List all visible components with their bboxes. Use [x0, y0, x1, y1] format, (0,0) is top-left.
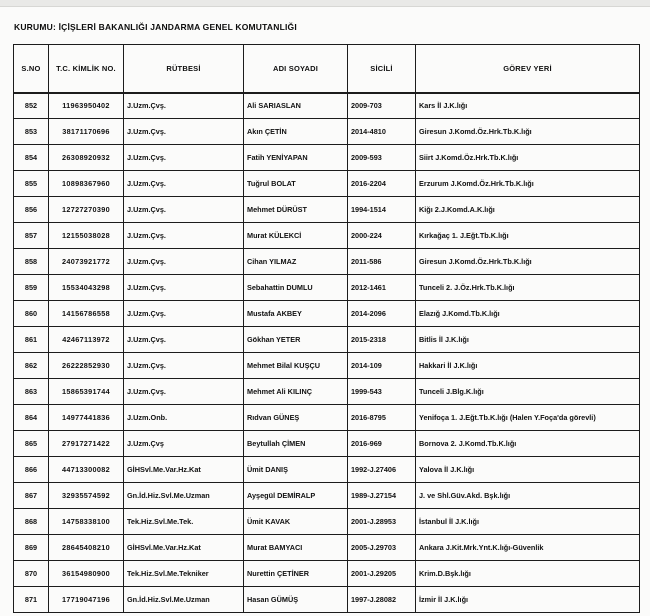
cell-gorev-yeri: Bitlis İl J.K.lığı	[416, 327, 640, 353]
cell-sno: 858	[14, 249, 49, 275]
cell-rutbesi: Gn.İd.Hiz.Svl.Me.Uzman	[124, 483, 244, 509]
cell-sicili: 2009-703	[348, 93, 416, 119]
cell-gorev-yeri: Erzurum J.Komd.Öz.Hrk.Tb.K.lığı	[416, 171, 640, 197]
cell-tc-kimlik-no: 32935574592	[49, 483, 124, 509]
cell-tc-kimlik-no: 14156786558	[49, 301, 124, 327]
cell-sno: 855	[14, 171, 49, 197]
cell-gorev-yeri: Tunceli 2. J.Öz.Hrk.Tb.K.lığı	[416, 275, 640, 301]
cell-sno: 853	[14, 119, 49, 145]
cell-sicili: 2011-586	[348, 249, 416, 275]
cell-tc-kimlik-no: 11963950402	[49, 93, 124, 119]
cell-sicili: 2012-1461	[348, 275, 416, 301]
cell-rutbesi: J.Uzm.Çvş.	[124, 301, 244, 327]
cell-adi-soyadi: Mehmet Bilal KUŞÇU	[244, 353, 348, 379]
table-row	[14, 405, 640, 431]
cell-gorev-yeri: Ankara J.Kit.Mrk.Ynt.K.lığı-Güvenlik	[416, 535, 640, 561]
cell-tc-kimlik-no: 17719047196	[49, 587, 124, 613]
cell-sno: 863	[14, 379, 49, 405]
column-header-gorev: GÖREV YERİ	[416, 45, 640, 93]
cell-sno: 856	[14, 197, 49, 223]
cell-sicili: 2015-2318	[348, 327, 416, 353]
cell-adi-soyadi: Mehmet DÜRÜST	[244, 197, 348, 223]
cell-adi-soyadi: Murat BAMYACI	[244, 535, 348, 561]
cell-rutbesi: Gn.İd.Hiz.Svl.Me.Uzman	[124, 587, 244, 613]
document-title: KURUMU: İÇİŞLERİ BAKANLIĞI JANDARMA GENEL KOMUTANLIĞI	[14, 22, 297, 32]
cell-gorev-yeri: Krim.D.Bşk.lığı	[416, 561, 640, 587]
cell-gorev-yeri: J. ve Shl.Güv.Akd. Bşk.lığı	[416, 483, 640, 509]
cell-sicili: 2016-969	[348, 431, 416, 457]
cell-sicili: 2016-8795	[348, 405, 416, 431]
cell-gorev-yeri: Siirt J.Komd.Öz.Hrk.Tb.K.lığı	[416, 145, 640, 171]
cell-sicili: 1989-J.27154	[348, 483, 416, 509]
cell-sno: 865	[14, 431, 49, 457]
table-row	[14, 275, 640, 301]
cell-tc-kimlik-no: 10898367960	[49, 171, 124, 197]
cell-sno: 860	[14, 301, 49, 327]
cell-sno: 862	[14, 353, 49, 379]
cell-rutbesi: J.Uzm.Çvş.	[124, 353, 244, 379]
cell-adi-soyadi: Murat KÜLEKCİ	[244, 223, 348, 249]
cell-tc-kimlik-no: 44713300082	[49, 457, 124, 483]
column-header-sno: S.NO	[14, 45, 49, 93]
cell-sicili: 1992-J.27406	[348, 457, 416, 483]
cell-gorev-yeri: Kiğı 2.J.Komd.A.K.lığı	[416, 197, 640, 223]
cell-sno: 866	[14, 457, 49, 483]
cell-rutbesi: J.Uzm.Çvş	[124, 431, 244, 457]
table-row	[14, 249, 640, 275]
cell-adi-soyadi: Mustafa AKBEY	[244, 301, 348, 327]
cell-sno: 868	[14, 509, 49, 535]
cell-rutbesi: J.Uzm.Çvş.	[124, 327, 244, 353]
cell-rutbesi: J.Uzm.Çvş.	[124, 145, 244, 171]
table-row	[14, 171, 640, 197]
personnel-roster-table	[13, 44, 640, 613]
cell-sno: 867	[14, 483, 49, 509]
cell-gorev-yeri: Elazığ J.Komd.Tb.K.lığı	[416, 301, 640, 327]
cell-sicili: 2005-J.29703	[348, 535, 416, 561]
cell-rutbesi: GİHSvl.Me.Var.Hz.Kat	[124, 535, 244, 561]
table-row	[14, 93, 640, 119]
column-header-rank: RÜTBESİ	[124, 45, 244, 93]
cell-gorev-yeri: Hakkari İl J.K.lığı	[416, 353, 640, 379]
cell-tc-kimlik-no: 26222852930	[49, 353, 124, 379]
cell-sno: 870	[14, 561, 49, 587]
table-row	[14, 483, 640, 509]
cell-tc-kimlik-no: 24073921772	[49, 249, 124, 275]
cell-rutbesi: J.Uzm.Çvş.	[124, 223, 244, 249]
cell-sicili: 1997-J.28082	[348, 587, 416, 613]
table-body	[14, 93, 640, 613]
table-row	[14, 561, 640, 587]
cell-sno: 854	[14, 145, 49, 171]
cell-adi-soyadi: Ümit KAVAK	[244, 509, 348, 535]
cell-sicili: 2001-J.29205	[348, 561, 416, 587]
cell-sno: 864	[14, 405, 49, 431]
cell-sicili: 1994-1514	[348, 197, 416, 223]
cell-gorev-yeri: Bornova 2. J.Komd.Tb.K.lığı	[416, 431, 640, 457]
cell-sicili: 2001-J.28953	[348, 509, 416, 535]
cell-gorev-yeri: Tunceli J.Blg.K.lığı	[416, 379, 640, 405]
cell-tc-kimlik-no: 36154980900	[49, 561, 124, 587]
cell-adi-soyadi: Fatih YENİYAPAN	[244, 145, 348, 171]
cell-sicili: 2009-593	[348, 145, 416, 171]
cell-gorev-yeri: Kırkağaç 1. J.Eğt.Tb.K.lığı	[416, 223, 640, 249]
cell-adi-soyadi: Cihan YILMAZ	[244, 249, 348, 275]
cell-tc-kimlik-no: 28645408210	[49, 535, 124, 561]
cell-adi-soyadi: Ümit DANIŞ	[244, 457, 348, 483]
cell-tc-kimlik-no: 14758338100	[49, 509, 124, 535]
cell-tc-kimlik-no: 14977441836	[49, 405, 124, 431]
cell-adi-soyadi: Hasan GÜMÜŞ	[244, 587, 348, 613]
cell-tc-kimlik-no: 12727270390	[49, 197, 124, 223]
table-row	[14, 353, 640, 379]
cell-sno: 871	[14, 587, 49, 613]
table-row	[14, 301, 640, 327]
cell-adi-soyadi: Rıdvan GÜNEŞ	[244, 405, 348, 431]
cell-sicili: 2014-109	[348, 353, 416, 379]
cell-rutbesi: Tek.Hiz.Svl.Me.Tek.	[124, 509, 244, 535]
cell-gorev-yeri: İstanbul İl J.K.lığı	[416, 509, 640, 535]
cell-adi-soyadi: Akın ÇETİN	[244, 119, 348, 145]
cell-sno: 861	[14, 327, 49, 353]
column-header-name: ADI SOYADI	[244, 45, 348, 93]
cell-sicili: 2014-4810	[348, 119, 416, 145]
table-row	[14, 431, 640, 457]
cell-adi-soyadi: Beytullah ÇİMEN	[244, 431, 348, 457]
cell-rutbesi: J.Uzm.Çvş.	[124, 197, 244, 223]
cell-tc-kimlik-no: 26308920932	[49, 145, 124, 171]
cell-rutbesi: GİHSvl.Me.Var.Hz.Kat	[124, 457, 244, 483]
cell-rutbesi: Tek.Hiz.Svl.Me.Tekniker	[124, 561, 244, 587]
table-row	[14, 535, 640, 561]
cell-tc-kimlik-no: 15865391744	[49, 379, 124, 405]
table-row	[14, 197, 640, 223]
table-row	[14, 145, 640, 171]
cell-tc-kimlik-no: 12155038028	[49, 223, 124, 249]
cell-sicili: 2000-224	[348, 223, 416, 249]
cell-sno: 869	[14, 535, 49, 561]
table-row	[14, 223, 640, 249]
cell-rutbesi: J.Uzm.Çvş.	[124, 119, 244, 145]
cell-sno: 859	[14, 275, 49, 301]
cell-tc-kimlik-no: 27917271422	[49, 431, 124, 457]
cell-sno: 852	[14, 93, 49, 119]
cell-gorev-yeri: Giresun J.Komd.Öz.Hrk.Tb.K.lığı	[416, 119, 640, 145]
cell-sicili: 1999-543	[348, 379, 416, 405]
cell-rutbesi: J.Uzm.Çvş.	[124, 379, 244, 405]
table-row	[14, 587, 640, 613]
scan-edge-artifact	[0, 0, 650, 7]
table-header	[14, 45, 640, 93]
cell-gorev-yeri: İzmir İl J.K.lığı	[416, 587, 640, 613]
cell-adi-soyadi: Ali SARIASLAN	[244, 93, 348, 119]
cell-gorev-yeri: Kars İl J.K.lığı	[416, 93, 640, 119]
cell-adi-soyadi: Tuğrul BOLAT	[244, 171, 348, 197]
cell-gorev-yeri: Giresun J.Komd.Öz.Hrk.Tb.K.lığı	[416, 249, 640, 275]
table-header-row	[14, 45, 640, 93]
column-header-sicil: SİCİLİ	[348, 45, 416, 93]
cell-adi-soyadi: Mehmet Ali KILINÇ	[244, 379, 348, 405]
table-row	[14, 119, 640, 145]
cell-sno: 857	[14, 223, 49, 249]
cell-tc-kimlik-no: 42467113972	[49, 327, 124, 353]
table-row	[14, 457, 640, 483]
cell-rutbesi: J.Uzm.Çvş.	[124, 171, 244, 197]
cell-adi-soyadi: Nurettin ÇETİNER	[244, 561, 348, 587]
cell-tc-kimlik-no: 15534043298	[49, 275, 124, 301]
cell-rutbesi: J.Uzm.Çvş.	[124, 275, 244, 301]
cell-gorev-yeri: Yalova İl J.K.lığı	[416, 457, 640, 483]
cell-adi-soyadi: Ayşegül DEMİRALP	[244, 483, 348, 509]
cell-rutbesi: J.Uzm.Çvş.	[124, 249, 244, 275]
cell-adi-soyadi: Gökhan YETER	[244, 327, 348, 353]
column-header-tc: T.C. KİMLİK NO.	[49, 45, 124, 93]
cell-gorev-yeri: Yenifoça 1. J.Eğt.Tb.K.lığı (Halen Y.Foça'da görevli)	[416, 405, 640, 431]
cell-sicili: 2016-2204	[348, 171, 416, 197]
cell-tc-kimlik-no: 38171170696	[49, 119, 124, 145]
cell-sicili: 2014-2096	[348, 301, 416, 327]
cell-rutbesi: J.Uzm.Çvş.	[124, 93, 244, 119]
table-row	[14, 379, 640, 405]
cell-adi-soyadi: Sebahattin DUMLU	[244, 275, 348, 301]
table-row	[14, 509, 640, 535]
cell-rutbesi: J.Uzm.Onb.	[124, 405, 244, 431]
table-row	[14, 327, 640, 353]
